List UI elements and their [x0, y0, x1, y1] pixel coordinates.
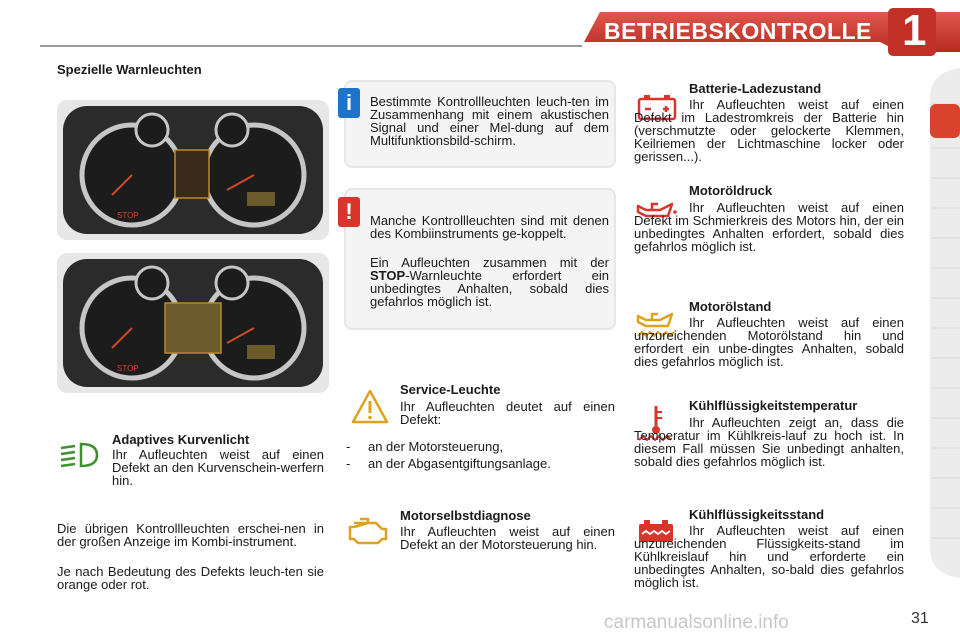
oil-level-text: Ihr Aufleuchten weist auf einen unzureichenden Motorölstand hin und erfordert ein unbe-dingtes Anhalten, sobald dies gefahrlos möglich ist. — [634, 315, 904, 369]
other-lights-p2: Je nach Bedeutung des Defekts leuch-ten sie orange oder rot. — [57, 564, 324, 592]
oil-pressure-text: Ihr Aufleuchten weist auf einen Defekt im Schmierkreis des Motors hin, der ein unbedingtes Anhalten erfordert, sobald dies gefahrlos möglich ist. — [634, 200, 904, 254]
section-heading: Spezielle Warnleuchten — [57, 62, 202, 77]
warning-text-2 — [370, 256, 609, 308]
svg-text:STOP: STOP — [117, 211, 139, 220]
warning-text-1: Manche Kontrollleuchten sind mit denen des Kombiinstruments ge-koppelt. — [370, 213, 609, 241]
warning-text-2-pre: Ein Aufleuchten zusammen mit der — [370, 255, 609, 270]
page-title: BETRIEBSKONTROLLE — [604, 18, 872, 44]
instrument-cluster-image-2 — [57, 253, 329, 393]
info-text: Bestimmte Kontrollleuchten leuch-ten im Zusammenhang mit einem akustischen Signal und einer Mel-dung auf dem Multifunktionsbild-schirm. — [370, 94, 609, 148]
engine-check-icon — [346, 515, 390, 547]
info-badge: i — [338, 88, 360, 118]
coolant-level-text: Ihr Aufleuchten weist auf einen unzureichenden Flüssigkeits-stand im Kühlkreislauf hin und erforderte ein unbedingtes Anhalten, so-bald dies gefahrlos möglich ist. — [634, 523, 904, 590]
adaptive-headlamp-icon — [57, 440, 101, 470]
svg-text:STOP: STOP — [117, 364, 139, 373]
bullet-dash: - — [346, 439, 351, 454]
adaptive-text: Ihr Aufleuchten weist auf einen Defekt an den Kurvenschein-werfern hin. — [112, 447, 324, 488]
oil-pressure-title: Motoröldruck — [689, 183, 773, 198]
coolant-temp-text: Ihr Aufleuchten zeigt an, dass die Temperatur im Kühlkreis-lauf zu hoch ist. In diesem Fall müssen Sie unbedingt anhalten, sobald dies gefahrlos möglich ist. — [634, 415, 904, 469]
engine-diag-title: Motorselbstdiagnose — [400, 508, 531, 523]
service-title: Service-Leuchte — [400, 382, 501, 397]
watermark: carmanualsonline.info — [604, 612, 789, 633]
battery-text: Ihr Aufleuchten weist auf einen Defekt im Ladestromkreis der Batterie hin (verschmutzte oder gelockerte Klemmen, Keilriemen der Lichtmaschine locker oder gerissen...). — [634, 97, 904, 164]
service-item-2: an der Abgasentgiftungsanlage. — [367, 456, 551, 471]
service-bullet-2 — [346, 457, 551, 470]
engine-diag-text: Ihr Aufleuchten weist auf einen Defekt an der Motorsteuerung hin. — [400, 524, 615, 552]
service-warning-icon — [350, 388, 390, 426]
coolant-level-title: Kühlflüssigkeitsstand — [689, 507, 825, 522]
service-bullet-1 — [346, 440, 503, 453]
service-item-1: an der Motorsteuerung, — [367, 439, 504, 454]
stop-word: STOP — [370, 268, 406, 283]
chapter-tabs — [926, 68, 960, 578]
adaptive-title: Adaptives Kurvenlicht — [112, 432, 250, 447]
other-lights-p1: Die übrigen Kontrollleuchten erschei-nen in der großen Anzeige im Kombi-instrument. — [57, 521, 324, 549]
oil-level-title: Motorölstand — [689, 299, 772, 314]
battery-title: Batterie-Ladezustand — [689, 81, 822, 96]
service-text: Ihr Aufleuchten deutet auf einen Defekt: — [400, 399, 615, 427]
instrument-cluster-image-1 — [57, 100, 329, 240]
coolant-temp-title: Kühlflüssigkeitstemperatur — [689, 398, 858, 413]
bullet-dash: - — [346, 456, 351, 471]
warning-text-2-post: -Warnleuchte erfordert ein unbedingtes Anhalten, sobald dies gefahrlos möglich ist. — [370, 268, 609, 309]
page-number: 31 — [911, 610, 929, 627]
chapter-number: 1 — [902, 6, 927, 55]
warning-badge: ! — [338, 197, 360, 227]
